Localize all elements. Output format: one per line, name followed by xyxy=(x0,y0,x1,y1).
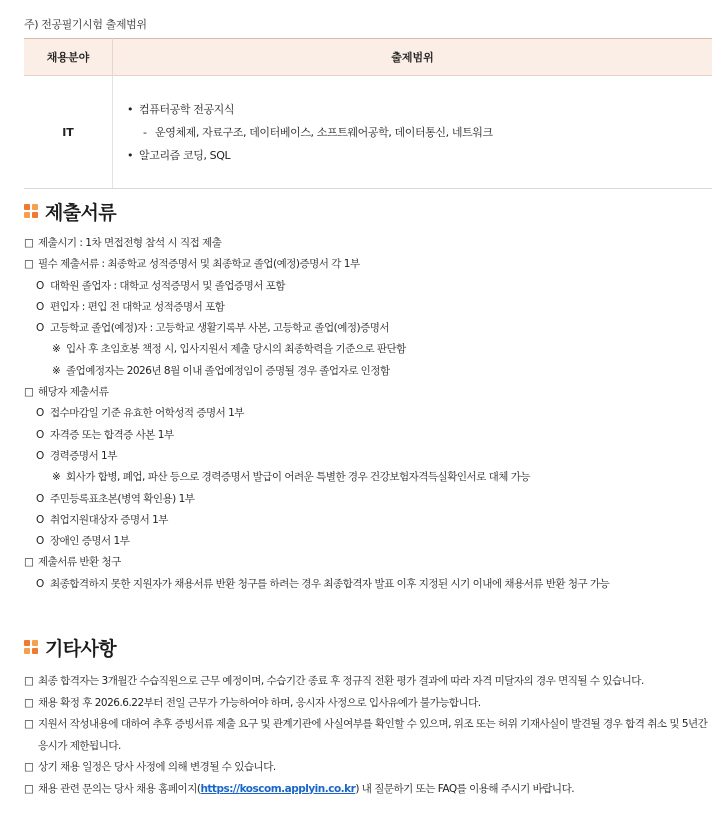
list-item: □ 지원서 작성내용에 대하여 추후 증빙서류 제출 요구 및 관계기관에 사실여부를 확인할 수 있으며, 위조 또는 허위 기재사실이 발견될 경우 합격 취소 및 5년간 응시가 제한됩니다. xyxy=(24,714,712,757)
list-marker: ※ xyxy=(52,471,61,484)
list-marker: O xyxy=(36,535,44,548)
scope-cell xyxy=(113,76,713,189)
list-item: □ 상기 채용 일정은 당사 사정에 의해 변경될 수 있습니다. xyxy=(24,757,712,779)
recruit-homepage-link[interactable]: https://koscom.applyin.co.kr xyxy=(200,782,356,795)
list-marker: O xyxy=(36,279,44,292)
scope-item: - 운영체제, 자료구조, 데이터베이스, 소프트웨어공학, 데이터통신, 네트워크 xyxy=(127,121,712,144)
list-marker: □ xyxy=(24,386,34,399)
list-marker: O xyxy=(36,492,44,505)
list-marker: - xyxy=(143,125,147,139)
list-marker: □ xyxy=(24,782,34,795)
list-item: □ 해당자 제출서류 xyxy=(24,382,712,403)
list-marker: O xyxy=(36,322,44,335)
list-marker: □ xyxy=(24,258,34,271)
documents-list xyxy=(24,233,712,595)
list-marker: □ xyxy=(24,237,34,249)
list-marker: O xyxy=(36,449,44,462)
table-header-row xyxy=(24,39,712,76)
list-item: □ 필수 제출서류 : 최종학교 성적증명서 및 최종학교 졸업(예정)증명서 각 1부 xyxy=(24,254,712,275)
list-item: O 취업지원대상자 증명서 1부 xyxy=(24,510,712,531)
misc-list xyxy=(24,671,712,800)
list-item: ※ 입사 후 초임호봉 책정 시, 입사지원서 제출 당시의 최종학력을 기준으로 판단함 xyxy=(24,339,712,360)
header-scope: 출제범위 xyxy=(113,39,713,76)
list-marker: O xyxy=(36,577,44,590)
list-item: O 대학원 졸업자 : 대학교 성적증명서 및 졸업증명서 포함 xyxy=(24,276,712,297)
list-item: O 접수마감일 기준 유효한 어학성적 증명서 1부 xyxy=(24,403,712,424)
exam-scope-table xyxy=(24,38,712,189)
list-marker: O xyxy=(36,428,44,441)
list-marker: ※ xyxy=(52,343,61,356)
exam-scope-note: 주) 전공필기시험 출제범위 xyxy=(24,18,147,31)
list-marker: O xyxy=(36,300,44,313)
table-row xyxy=(24,76,712,189)
list-item: □ 채용 관련 문의는 당사 채용 홈페이지(https://koscom.applyin.co.kr) 내 질문하기 또는 FAQ를 이용해 주시기 바랍니다. xyxy=(24,779,712,801)
list-item: □ 제출시기 : 1차 면접전형 참석 시 직접 제출 xyxy=(24,233,712,254)
list-item: O 장애인 증명서 1부 xyxy=(24,531,712,552)
list-item: O 경력증명서 1부 xyxy=(24,446,712,467)
list-marker: □ xyxy=(24,675,34,687)
list-item: ※ 졸업예정자는 2026년 8월 이내 졸업예정임이 증명될 경우 졸업자로 인정함 xyxy=(24,361,712,382)
list-marker: □ xyxy=(24,696,34,709)
scope-list xyxy=(127,98,712,167)
list-item: □ 최종 합격자는 3개월간 수습직원으로 근무 예정이며, 수습기간 종료 후 정규직 전환 평가 결과에 따라 자격 미달자의 경우 면직될 수 있습니다. xyxy=(24,671,712,693)
scope-item: • 컴퓨터공학 전공지식 xyxy=(127,98,712,121)
list-marker: • xyxy=(127,148,134,162)
list-item: O 최종합격하지 못한 지원자가 채용서류 반환 청구를 하려는 경우 최종합격자 발표 이후 지정된 시기 이내에 채용서류 반환 청구 가능 xyxy=(24,574,712,595)
misc-title: 기타사항 xyxy=(45,637,117,660)
misc-heading xyxy=(24,635,116,659)
list-item: □ 채용 확정 후 2026.6.22부터 전일 근무가 가능하여야 하며, 응시자 사정으로 입사유예가 불가능합니다. xyxy=(24,693,712,715)
list-item: O 자격증 또는 합격증 사본 1부 xyxy=(24,425,712,446)
list-item: O 편입자 : 편입 전 대학교 성적증명서 포함 xyxy=(24,297,712,318)
list-marker: ※ xyxy=(52,364,61,377)
list-item: ※ 회사가 합병, 폐업, 파산 등으로 경력증명서 발급이 어려운 특별한 경우 건강보험자격득실확인서로 대체 가능 xyxy=(24,467,712,488)
section-icon xyxy=(24,640,38,654)
list-marker: □ xyxy=(24,556,34,569)
field-cell: IT xyxy=(24,76,113,189)
list-item: □ 제출서류 반환 청구 xyxy=(24,552,712,573)
list-marker: □ xyxy=(24,761,34,773)
documents-heading xyxy=(24,199,116,223)
list-item: O 고등학교 졸업(예정)자 : 고등학교 생활기록부 사본, 고등학교 졸업(예정)증명서 xyxy=(24,318,712,339)
list-item: O 주민등록표초본(병역 확인용) 1부 xyxy=(24,489,712,510)
scope-item: • 알고리즘 코딩, SQL xyxy=(127,144,712,167)
header-field: 채용분야 xyxy=(24,39,113,76)
list-marker: O xyxy=(36,407,44,420)
list-marker: O xyxy=(36,513,44,526)
documents-title: 제출서류 xyxy=(45,201,117,224)
section-icon xyxy=(24,204,38,218)
list-marker: • xyxy=(127,102,134,116)
list-marker: □ xyxy=(24,718,34,730)
